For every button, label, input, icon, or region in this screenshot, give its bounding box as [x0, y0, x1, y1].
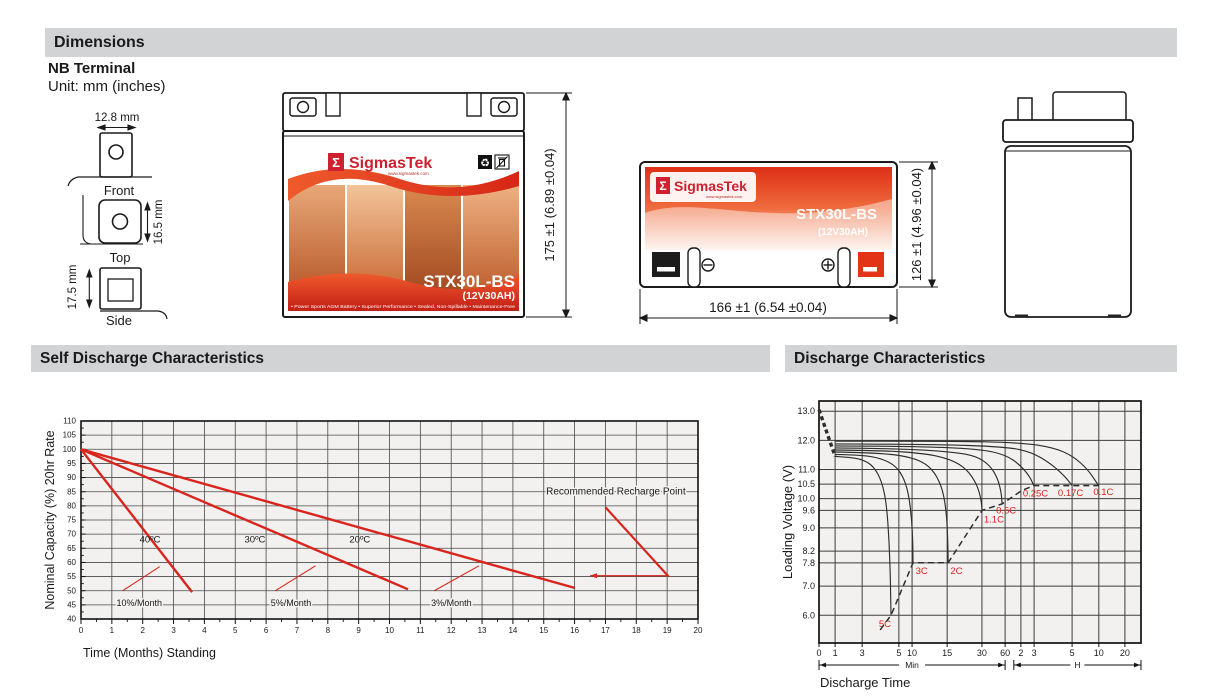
plot-area	[819, 401, 1141, 643]
section-title-discharge: Discharge Characteristics	[794, 350, 986, 367]
terminal-front-hole	[109, 145, 123, 159]
model-rating: (12V30AH)	[462, 290, 515, 302]
curve-label-3C: 3C	[915, 565, 928, 577]
curve-label-5C: 5C	[878, 618, 892, 630]
x-tick-label: 19	[662, 626, 672, 635]
x-tick-label: 17	[600, 626, 610, 635]
y-tick-label: 50	[67, 586, 76, 596]
terminal-side-hole	[108, 279, 133, 301]
model-number: STX30L-BS	[423, 272, 515, 291]
x-tick-label: 3	[171, 626, 176, 635]
y-tick-label: 110	[63, 416, 76, 426]
y-tick-label: 80	[67, 501, 76, 511]
side-body	[1005, 146, 1131, 317]
battery-front-view	[270, 85, 580, 330]
terminal-top-body	[99, 200, 141, 243]
y-tick-label: 65	[67, 543, 76, 553]
self-discharge-chart	[40, 388, 720, 688]
side-lid-band	[1003, 120, 1133, 142]
y-tick-label: 10.5	[797, 479, 815, 490]
x-tick-label: 2	[1018, 648, 1024, 658]
width-dim-text: 166 ±1 (6.54 ±0.04)	[709, 300, 827, 315]
rate-label: 5%/Month	[270, 597, 312, 608]
y-tick-label: 6.0	[802, 610, 815, 621]
y-tick-label: 7.0	[802, 581, 815, 592]
y-tick-label: 13.0	[797, 406, 815, 417]
section-header-self-discharge	[31, 345, 770, 372]
left-slot	[688, 248, 700, 287]
section-header-discharge	[785, 345, 1177, 372]
side-top-block	[1053, 92, 1126, 122]
terminal-side-body	[100, 268, 141, 309]
recycle-icon	[478, 155, 492, 170]
terminal-top-hole	[113, 214, 128, 229]
x-tick-label: 15	[539, 626, 549, 635]
x-tick-label: 10	[385, 626, 394, 635]
x-axis-title: Discharge Time	[820, 675, 911, 690]
x-tick-label: 10	[1093, 648, 1104, 658]
right-terminal-hole	[499, 102, 510, 113]
discharge-chart	[782, 388, 1162, 698]
curve-label-0.6C: 0.6C	[996, 505, 1017, 517]
curve-label-0.25C: 0.25C	[1022, 488, 1049, 500]
battery-side-view	[995, 85, 1145, 330]
y-tick-label: 8.2	[802, 546, 815, 557]
y-tick-label: 9.0	[802, 522, 815, 533]
x-tick-label: 5	[1069, 648, 1075, 658]
sigma-logo-icon-top: Σ	[659, 179, 667, 193]
front-label	[288, 146, 519, 311]
y-tick-label: 7.8	[802, 557, 815, 568]
y-tick-label: 60	[67, 558, 76, 568]
brand-website-top: www.sigmastek.com	[706, 194, 743, 199]
axis-unit-label-H: H	[1074, 660, 1081, 670]
rate-label: 3%/Month	[431, 597, 472, 608]
x-tick-label: 0	[78, 626, 84, 635]
series-label-40ºC: 40ºC	[139, 534, 161, 546]
top-height-dim: 16.5 mm	[153, 199, 165, 245]
x-tick-label: 3	[859, 648, 865, 658]
left-vent-tab	[326, 93, 340, 116]
battery-lid	[283, 93, 524, 131]
y-axis-title: Nominal Capacity (%) 20hr Rate	[43, 430, 57, 610]
x-tick-label: 3	[1031, 648, 1037, 658]
y-tick-label: 10.0	[797, 493, 815, 504]
x-tick-label: 10	[907, 648, 918, 658]
curve-label-1.1C: 1.1C	[983, 514, 1004, 526]
section-title-self-discharge: Self Discharge Characteristics	[40, 350, 264, 367]
sigma-logo-icon: Σ	[332, 155, 340, 170]
left-terminal-hole	[298, 102, 309, 113]
svg-text:♻: ♻	[480, 157, 490, 170]
terminal-top-bracket	[80, 195, 143, 244]
top-view-label: Top	[109, 250, 131, 265]
x-tick-label: 30	[976, 648, 987, 658]
x-tick-label: 16	[570, 626, 580, 635]
curve-label-0.1C: 0.1C	[1093, 487, 1114, 499]
y-tick-label: 9.6	[802, 505, 815, 516]
terminal-views-drawing	[40, 95, 270, 340]
x-tick-label: 5	[233, 626, 238, 635]
x-tick-label: 1	[109, 626, 115, 635]
series-label-20ºC: 20ºC	[349, 534, 371, 546]
section-title-dimensions: Dimensions	[54, 34, 145, 51]
x-tick-label: 4	[202, 626, 207, 635]
x-tick-label: 1	[832, 648, 838, 658]
x-tick-label: 60	[1000, 648, 1011, 658]
side-height-dim: 17.5 mm	[67, 264, 79, 310]
unit-note: Unit: mm (inches)	[48, 78, 166, 95]
y-tick-label: 40	[67, 614, 76, 624]
bracket-arrow	[1134, 663, 1140, 668]
front-view-label: Front	[103, 183, 135, 198]
x-tick-label: 20	[1119, 648, 1130, 658]
y-tick-label: 100	[62, 444, 76, 454]
bracket-arrow	[820, 663, 826, 668]
x-tick-label: 7	[294, 626, 300, 635]
y-tick-label: 95	[67, 459, 76, 469]
curve-label-0.17C: 0.17C	[1057, 487, 1084, 499]
series-label-30ºC: 30ºC	[244, 534, 266, 546]
right-slot	[838, 248, 850, 287]
positive-terminal	[858, 252, 884, 277]
y-tick-label: 55	[67, 572, 76, 582]
terminal-front-tab	[100, 133, 132, 177]
bracket-arrow	[1015, 663, 1021, 668]
y-tick-label: 70	[67, 529, 76, 539]
battery-top-view	[630, 155, 965, 335]
top-view-label	[645, 167, 892, 250]
x-tick-label: 20	[693, 626, 703, 635]
y-tick-label: 75	[67, 515, 76, 525]
y-tick-label: 45	[67, 600, 76, 610]
x-tick-label: 9	[356, 626, 361, 635]
height-dim-text: 175 ±1 (6.89 ±0.04)	[542, 148, 557, 262]
y-axis-title: Loading Voltage (V)	[780, 464, 795, 580]
y-tick-label: 12.0	[797, 435, 815, 446]
bracket-arrow	[998, 663, 1004, 668]
x-tick-label: 13	[477, 626, 487, 635]
axis-unit-label-Min: Min	[905, 660, 919, 670]
model-rating-top: (12V30AH)	[817, 227, 868, 238]
y-tick-label: 85	[67, 487, 76, 497]
x-tick-label: 14	[508, 626, 518, 635]
front-width-dim: 12.8 mm	[94, 112, 140, 124]
nb-terminal-block	[48, 60, 166, 96]
right-vent-tab	[467, 93, 481, 116]
depth-dim-text: 126 ±1 (4.96 ±0.04)	[909, 167, 924, 282]
curve-label-2C: 2C	[950, 565, 963, 577]
model-number-top: STX30L-BS	[796, 206, 877, 223]
x-axis-title: Time (Months) Standing	[83, 646, 216, 660]
x-tick-label: 6	[263, 626, 269, 635]
x-tick-label: 2	[140, 626, 145, 635]
brand-website: www.sigmastek.com	[388, 171, 429, 176]
x-tick-label: 15	[942, 648, 953, 658]
negative-terminal	[652, 252, 680, 277]
y-tick-label: 90	[67, 473, 76, 483]
x-tick-label: 11	[416, 626, 425, 635]
x-tick-label: 18	[631, 626, 641, 635]
feature-bullets: • Power Sports AGM Battery • Superior Performance • Sealed, Non-Spillable • Maintenance-Free	[291, 304, 516, 309]
y-tick-label: 105	[62, 430, 76, 440]
brand-name: SigmasTek	[349, 155, 433, 172]
side-view-label: Side	[105, 313, 133, 328]
nb-terminal-heading: NB Terminal	[48, 60, 136, 77]
x-tick-label: 8	[325, 626, 331, 635]
x-tick-label: 0	[816, 648, 822, 658]
side-small-tab	[1018, 98, 1032, 122]
x-tick-label: 5	[896, 648, 902, 658]
brand-name-top: SigmasTek	[674, 178, 747, 194]
rate-label: 10%/Month	[116, 597, 163, 608]
x-tick-label: 12	[446, 626, 456, 635]
recharge-point-label: Recommended Recharge Point	[546, 486, 686, 498]
y-tick-label: 11.0	[798, 464, 815, 475]
section-header-dimensions	[45, 28, 1177, 57]
